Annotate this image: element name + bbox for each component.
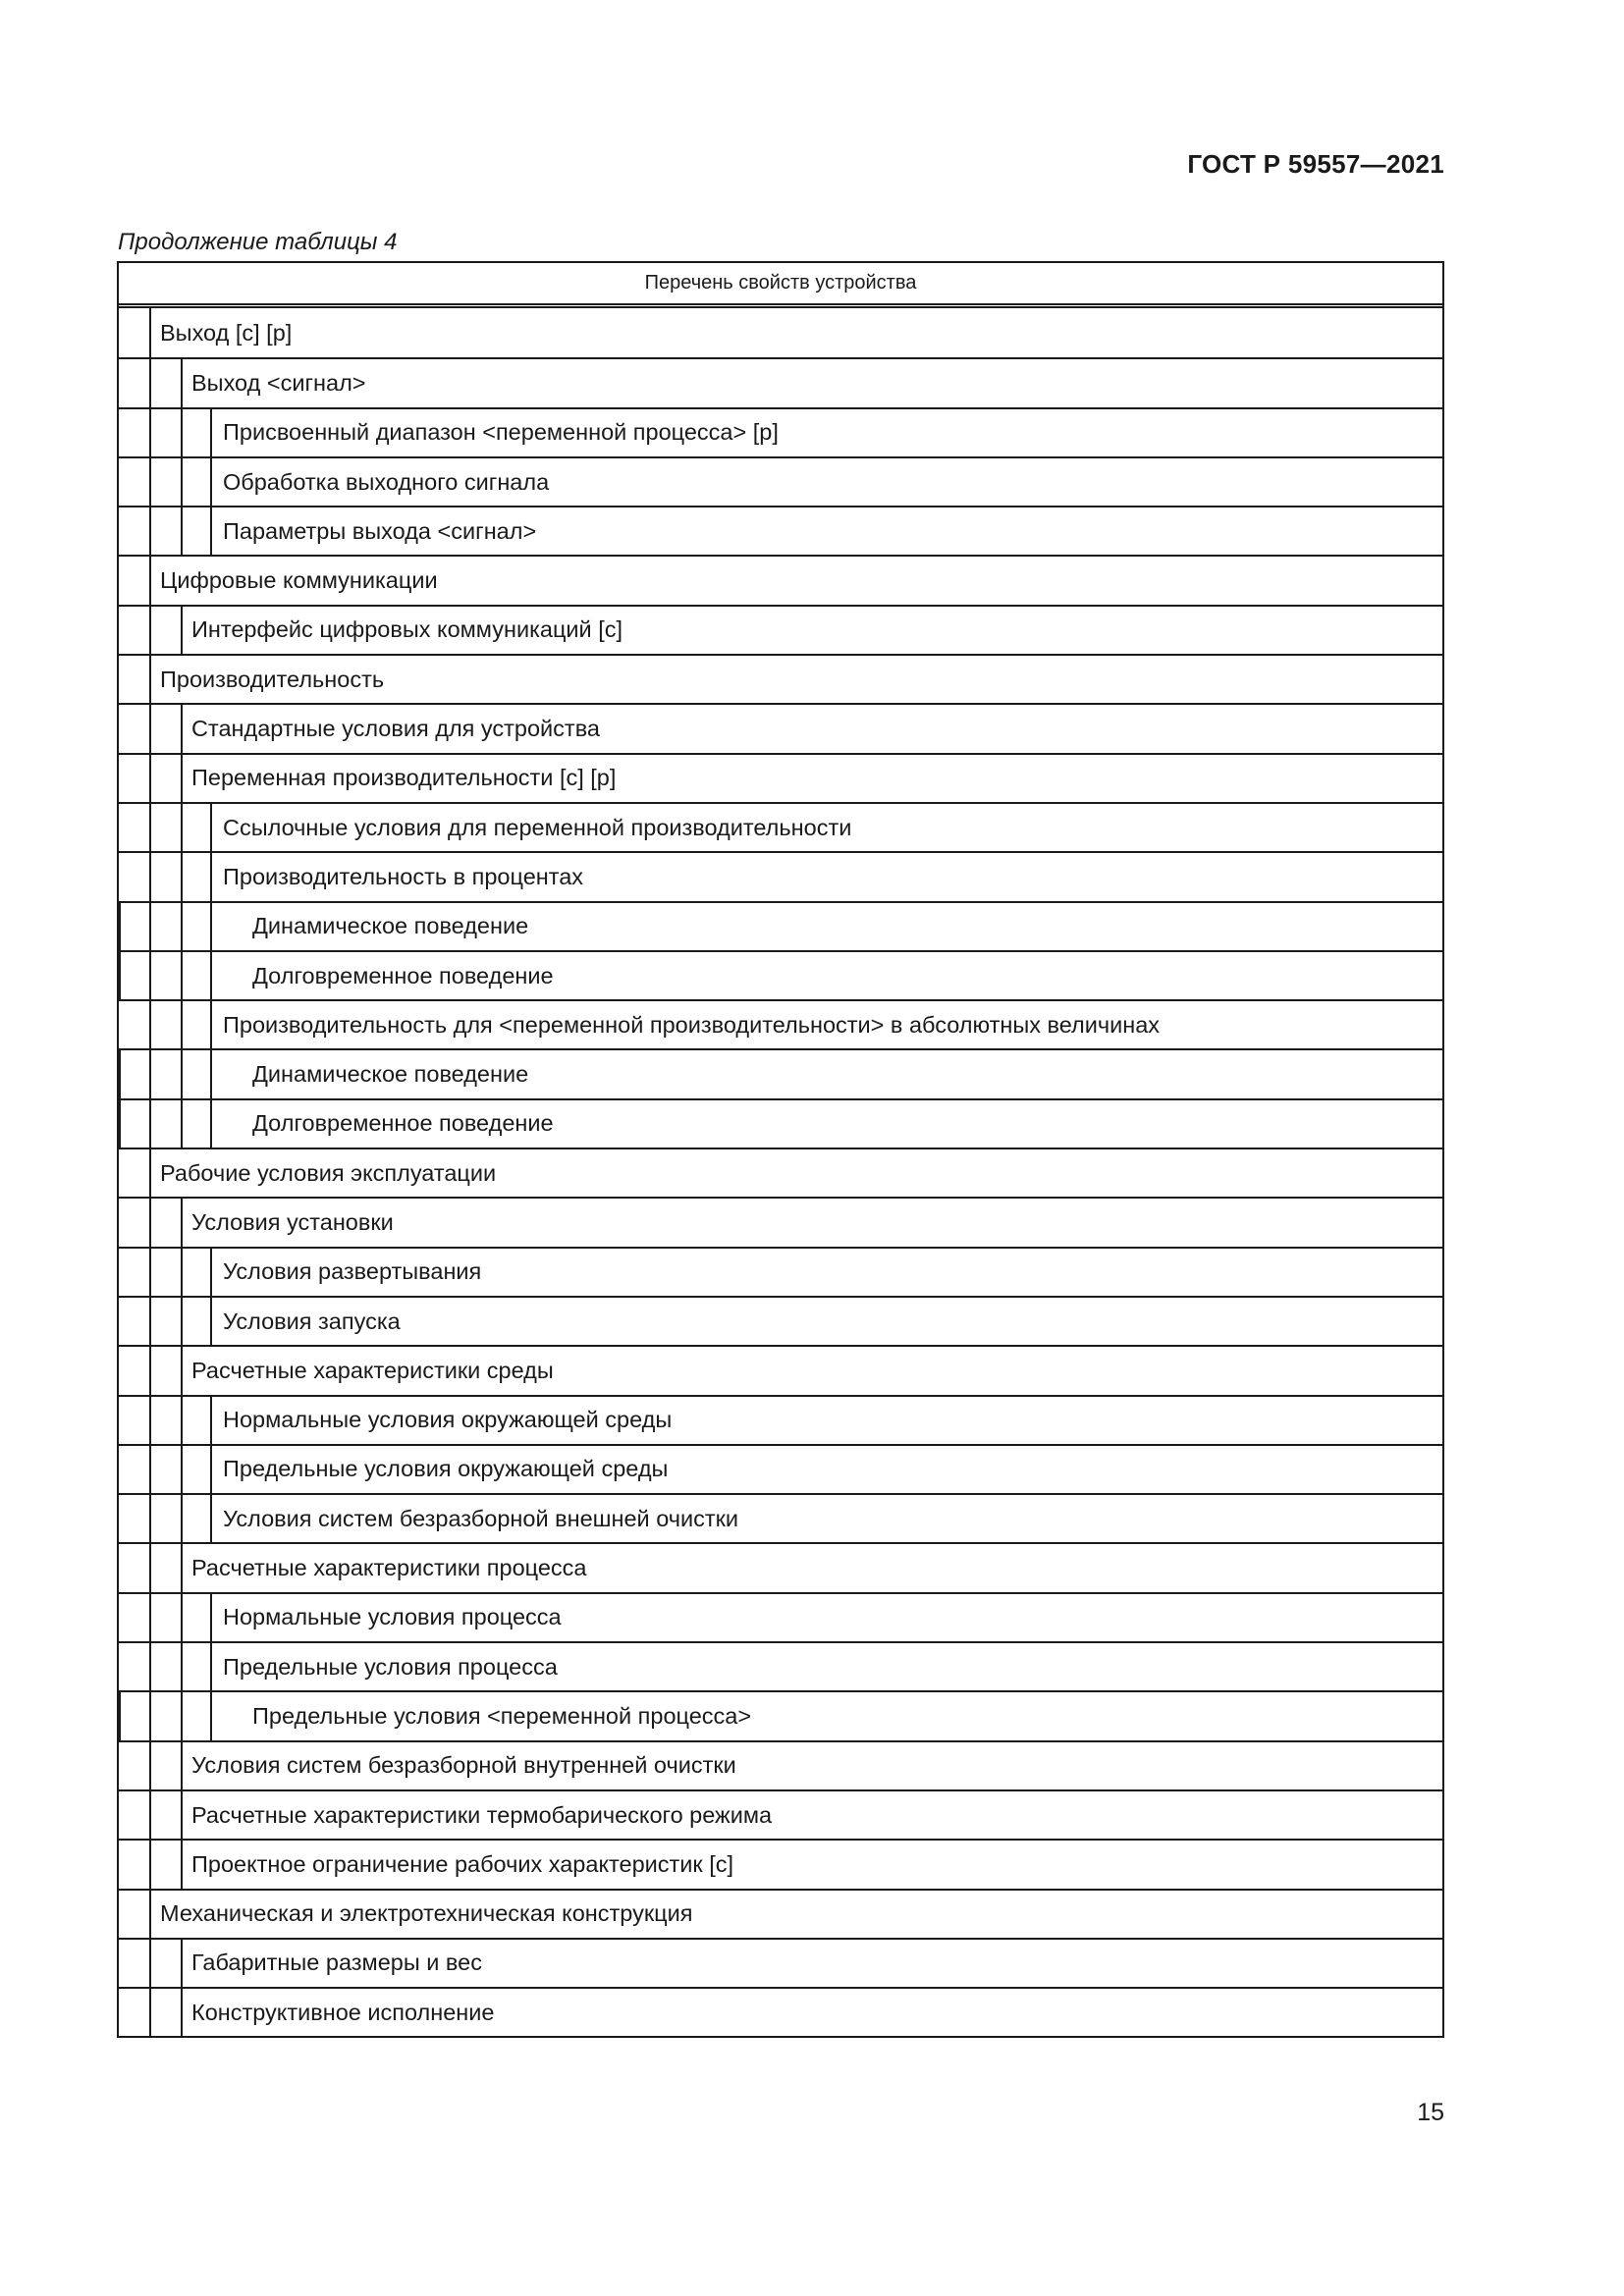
indent-line xyxy=(149,359,151,406)
row-label: Интерфейс цифровых коммуникаций [с] xyxy=(191,616,623,643)
indent-line xyxy=(181,903,183,950)
indent-line xyxy=(119,1100,121,1148)
table-row xyxy=(119,407,1442,456)
indent-line xyxy=(149,1446,151,1493)
row-label: Проектное ограничение рабочих характеристик [с] xyxy=(191,1850,734,1877)
table-row xyxy=(119,1296,1442,1345)
indent-line xyxy=(149,1397,151,1444)
table-row xyxy=(119,1889,1442,1938)
row-label: Стандартные условия для устройства xyxy=(191,716,600,742)
row-label: Механическая и электротехническая конструкция xyxy=(160,1900,693,1927)
row-label: Производительность xyxy=(160,666,385,692)
indent-line xyxy=(210,1249,212,1296)
indent-line xyxy=(181,1249,183,1296)
indent-line xyxy=(210,853,212,900)
indent-line xyxy=(149,1298,151,1345)
indent-line xyxy=(149,1940,151,1987)
indent-line xyxy=(210,507,212,555)
row-label: Цифровые коммуникации xyxy=(160,567,438,594)
table-row xyxy=(119,1839,1442,1888)
indent-line xyxy=(149,853,151,900)
indent-line xyxy=(181,755,183,802)
indent-line xyxy=(181,1544,183,1591)
table-row xyxy=(119,950,1442,999)
row-label: Габаритные размеры и вес xyxy=(191,1949,482,1976)
row-label: Условия развертывания xyxy=(223,1258,482,1285)
indent-line xyxy=(181,1940,183,1987)
table-column-header: Перечень свойств устройства xyxy=(119,263,1442,308)
indent-line xyxy=(181,1347,183,1394)
indent-line xyxy=(149,1249,151,1296)
row-label: Производительность в процентах xyxy=(223,863,584,889)
table-row xyxy=(119,851,1442,900)
indent-line xyxy=(149,1544,151,1591)
table-row xyxy=(119,1938,1442,1987)
row-label: Выход [с] [р] xyxy=(160,319,293,346)
row-label: Выход <сигнал> xyxy=(191,369,366,396)
table-row xyxy=(119,1641,1442,1690)
indent-line xyxy=(181,607,183,654)
row-label: Расчетные характеристики термобарического режима xyxy=(191,1801,773,1828)
row-label: Условия установки xyxy=(191,1208,394,1235)
row-label: Предельные условия <переменной процесса> xyxy=(252,1702,752,1729)
row-label: Расчетные характеристики процесса xyxy=(191,1555,587,1581)
row-label: Нормальные условия процесса xyxy=(223,1604,562,1630)
table-row xyxy=(119,753,1442,802)
row-label: Условия запуска xyxy=(223,1308,401,1334)
indent-line xyxy=(181,1495,183,1542)
row-label: Рабочие условия эксплуатации xyxy=(160,1159,497,1186)
table-row xyxy=(119,1493,1442,1542)
table-row xyxy=(119,1740,1442,1789)
table-row xyxy=(119,1987,1442,2036)
table-row xyxy=(119,1148,1442,1197)
indent-line xyxy=(149,755,151,802)
indent-line xyxy=(149,1643,151,1690)
indent-line xyxy=(149,656,151,703)
indent-line xyxy=(181,853,183,900)
table-row xyxy=(119,1098,1442,1148)
table-row xyxy=(119,802,1442,851)
row-label: Долговременное поведение xyxy=(252,1110,554,1137)
indent-line xyxy=(181,1594,183,1641)
table-row xyxy=(119,901,1442,950)
indent-line xyxy=(210,952,212,999)
indent-line xyxy=(181,1692,183,1739)
table-row xyxy=(119,1048,1442,1097)
table-row xyxy=(119,1542,1442,1591)
indent-line xyxy=(181,507,183,555)
indent-line xyxy=(149,308,151,357)
indent-line xyxy=(181,1050,183,1097)
indent-line xyxy=(149,952,151,999)
indent-line xyxy=(181,1199,183,1246)
indent-line xyxy=(181,705,183,752)
indent-line xyxy=(149,1495,151,1542)
indent-line xyxy=(149,1199,151,1246)
indent-line xyxy=(210,1050,212,1097)
table-row xyxy=(119,1395,1442,1444)
indent-line xyxy=(149,1149,151,1197)
indent-line xyxy=(181,1791,183,1839)
row-label: Динамическое поведение xyxy=(252,913,529,939)
table-row xyxy=(119,1444,1442,1493)
table-row xyxy=(119,308,1442,357)
indent-line xyxy=(181,1397,183,1444)
indent-line xyxy=(210,1001,212,1048)
indent-line xyxy=(181,1841,183,1888)
table-row xyxy=(119,654,1442,703)
row-label: Долговременное поведение xyxy=(252,962,554,988)
table-row xyxy=(119,1247,1442,1296)
indent-line xyxy=(181,1001,183,1048)
indent-line xyxy=(149,607,151,654)
indent-line xyxy=(149,507,151,555)
row-label: Предельные условия процесса xyxy=(223,1653,558,1680)
indent-line xyxy=(149,1891,151,1938)
row-label: Параметры выхода <сигнал> xyxy=(223,517,537,544)
table-row xyxy=(119,1345,1442,1394)
indent-line xyxy=(210,1643,212,1690)
row-label: Расчетные характеристики среды xyxy=(191,1357,554,1383)
indent-line xyxy=(181,1989,183,2036)
indent-line xyxy=(119,952,121,999)
indent-line xyxy=(210,1397,212,1444)
indent-line xyxy=(149,1989,151,2036)
indent-line xyxy=(149,458,151,506)
indent-line xyxy=(210,1298,212,1345)
row-label: Переменная производительности [с] [р] xyxy=(191,765,617,791)
indent-line xyxy=(149,1742,151,1789)
indent-line xyxy=(149,409,151,456)
indent-line xyxy=(149,1050,151,1097)
indent-line xyxy=(181,1446,183,1493)
page-number: 15 xyxy=(1417,2099,1444,2126)
indent-line xyxy=(210,1100,212,1148)
table-row xyxy=(119,357,1442,406)
indent-line xyxy=(181,804,183,851)
table-row xyxy=(119,1690,1442,1739)
table-row xyxy=(119,999,1442,1048)
row-label: Динамическое поведение xyxy=(252,1061,529,1088)
indent-line xyxy=(210,804,212,851)
row-label: Нормальные условия окружающей среды xyxy=(223,1407,673,1433)
indent-line xyxy=(181,1100,183,1148)
table-row xyxy=(119,605,1442,654)
row-label: Условия систем безразборной внутренней очистки xyxy=(191,1752,736,1779)
indent-line xyxy=(149,1100,151,1148)
table-row xyxy=(119,703,1442,752)
indent-line xyxy=(181,458,183,506)
indent-line xyxy=(181,409,183,456)
indent-line xyxy=(210,1692,212,1739)
table-body xyxy=(119,308,1442,2036)
indent-line xyxy=(149,1594,151,1641)
table-row xyxy=(119,456,1442,506)
indent-line xyxy=(119,903,121,950)
row-label: Присвоенный диапазон <переменной процесса> [р] xyxy=(223,419,779,446)
row-label: Ссылочные условия для переменной производительности xyxy=(223,814,852,840)
indent-line xyxy=(181,952,183,999)
indent-line xyxy=(149,1841,151,1888)
indent-line xyxy=(149,557,151,604)
table-row xyxy=(119,1592,1442,1641)
device-properties-table xyxy=(117,261,1444,2038)
indent-line xyxy=(181,1298,183,1345)
indent-line xyxy=(181,359,183,406)
table-caption: Продолжение таблицы 4 xyxy=(118,229,398,255)
table-row xyxy=(119,506,1442,555)
indent-line xyxy=(149,705,151,752)
indent-line xyxy=(210,903,212,950)
table-row xyxy=(119,1197,1442,1246)
indent-line xyxy=(149,1791,151,1839)
indent-line xyxy=(210,409,212,456)
row-label: Конструктивное исполнение xyxy=(191,1999,495,2025)
indent-line xyxy=(210,1594,212,1641)
indent-line xyxy=(149,804,151,851)
row-label: Условия систем безразборной внешней очистки xyxy=(223,1505,739,1531)
table-row xyxy=(119,1789,1442,1839)
indent-line xyxy=(149,1347,151,1394)
table-row xyxy=(119,555,1442,604)
indent-line xyxy=(119,1692,121,1739)
row-label: Производительность для <переменной производительности> в абсолютных величинах xyxy=(223,1011,1161,1038)
indent-line xyxy=(149,1692,151,1739)
row-label: Обработка выходного сигнала xyxy=(223,468,550,495)
row-label: Предельные условия окружающей среды xyxy=(223,1456,669,1482)
document-code: ГОСТ Р 59557—2021 xyxy=(1187,149,1444,179)
indent-line xyxy=(119,1050,121,1097)
indent-line xyxy=(149,1001,151,1048)
indent-line xyxy=(210,1446,212,1493)
indent-line xyxy=(210,1495,212,1542)
indent-line xyxy=(181,1742,183,1789)
indent-line xyxy=(181,1643,183,1690)
indent-line xyxy=(149,903,151,950)
indent-line xyxy=(210,458,212,506)
